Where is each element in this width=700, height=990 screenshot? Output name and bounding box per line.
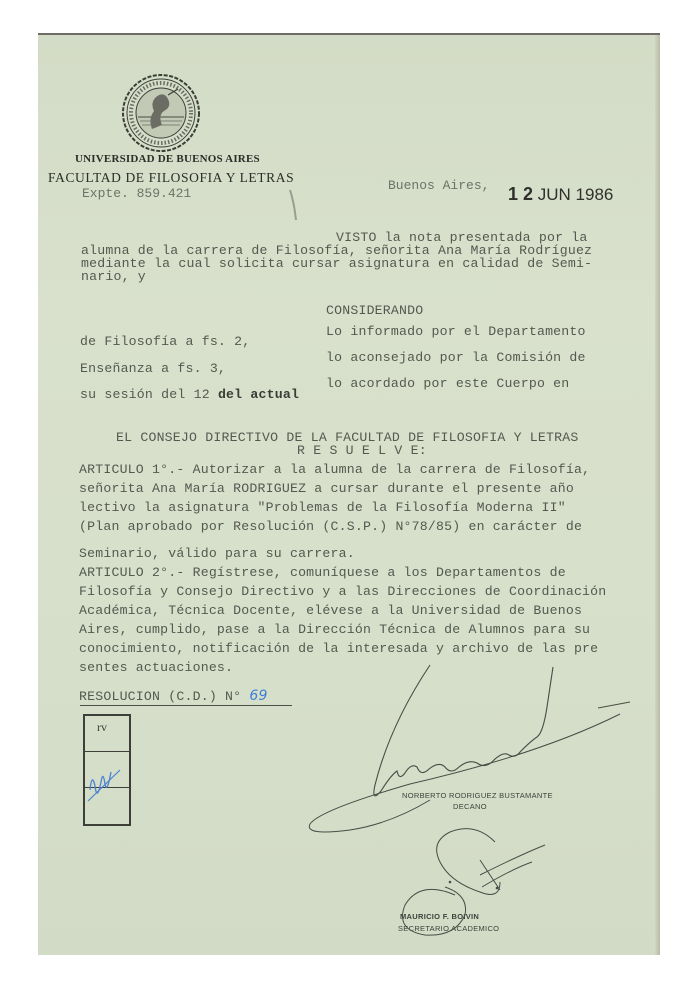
resolution-number-label: RESOLUCION (C.D.) N° bbox=[79, 689, 250, 704]
considerando-heading: CONSIDERANDO bbox=[326, 303, 424, 318]
resuelve-heading: R E S U E L V E: bbox=[297, 443, 427, 458]
considerando-left-1: de Filosofía a fs. 2, bbox=[80, 334, 251, 349]
dateline-city: Buenos Aires, bbox=[388, 178, 490, 193]
registry-box-label: rv bbox=[97, 720, 107, 734]
date-stamp-day: 1 2 bbox=[508, 184, 534, 204]
article-line-9: Aires, cumplido, pase a la Dirección Técnica de Alumnos para su bbox=[79, 622, 591, 637]
resolution-underline bbox=[80, 705, 292, 706]
considerando-left-2: Enseñanza a fs. 3, bbox=[80, 361, 227, 376]
file-number: Expte. 859.421 bbox=[82, 186, 192, 201]
university-name: UNIVERSIDAD DE BUENOS AIRES bbox=[75, 153, 260, 165]
article-line-3: lectivo la asignatura "Problemas de la Filosofía Moderna II" bbox=[79, 500, 566, 515]
registry-box bbox=[83, 714, 131, 826]
resolution-number bbox=[79, 688, 268, 704]
considerando-right-3: lo acordado por este Cuerpo en bbox=[326, 376, 570, 391]
date-stamp-month-year: JUN 1986 bbox=[537, 185, 614, 204]
registry-box-divider bbox=[85, 787, 129, 788]
considerando-right-1: Lo informado por el Departamento bbox=[326, 324, 586, 339]
visto-line-2: alumna de la carrera de Filosofía, señorita Ana María Rodríguez bbox=[81, 243, 593, 258]
council-line: EL CONSEJO DIRECTIVO DE LA FACULTAD DE FILOSOFIA Y LETRAS bbox=[116, 430, 579, 445]
article-line-7: Filosofía y Consejo Directivo y a las Direcciones de Coordinación bbox=[79, 584, 607, 599]
article-line-2: señorita Ana María RODRIGUEZ a cursar durante el presente año bbox=[79, 481, 574, 496]
university-seal-icon bbox=[118, 73, 204, 153]
registry-box-divider bbox=[85, 751, 129, 752]
article-line-8: Académica, Técnica Docente, elévese a la Universidad de Buenos bbox=[79, 603, 583, 618]
article-line-11: sentes actuaciones. bbox=[79, 660, 234, 675]
considerando-left-3-bold: del actual bbox=[217, 387, 300, 402]
signatory-1-name: NORBERTO RODRIGUEZ BUSTAMANTE bbox=[402, 791, 553, 800]
article-line-5: Seminario, válido para su carrera. bbox=[79, 546, 355, 561]
article-line-1: ARTICULO 1°.- Autorizar a la alumna de la carrera de Filosofía, bbox=[79, 462, 591, 477]
page-edge bbox=[655, 35, 660, 955]
article-line-4: (Plan aprobado por Resolución (C.S.P.) N°78/85) en carácter de bbox=[79, 519, 583, 534]
visto-line-1: VISTO la nota presentada por la bbox=[336, 230, 588, 245]
date-stamp bbox=[508, 184, 613, 205]
article-line-6: ARTICULO 2°.- Regístrese, comuníquese a los Departamentos de bbox=[79, 565, 566, 580]
article-line-10: conocimiento, notificación de la interesada y archivo de las pre bbox=[79, 641, 599, 656]
considerando-left-3-text: su sesión del 12 bbox=[80, 387, 218, 402]
resolution-number-handwritten: 69 bbox=[249, 688, 268, 704]
signatory-2-name: MAURICIO F. BOIVIN bbox=[400, 912, 480, 921]
visto-line-4: nario, y bbox=[81, 269, 146, 284]
signatory-2-title: SECRETARIO ACADEMICO bbox=[398, 924, 500, 933]
considerando-right-2: lo aconsejado por la Comisión de bbox=[326, 350, 586, 365]
visto-line-3: mediante la cual solicita cursar asignatura en calidad de Semi- bbox=[81, 256, 593, 271]
signatory-1-title: DECANO bbox=[453, 802, 487, 811]
considerando-left-3 bbox=[80, 387, 299, 402]
faculty-name: FACULTAD DE FILOSOFIA Y LETRAS bbox=[48, 170, 295, 185]
